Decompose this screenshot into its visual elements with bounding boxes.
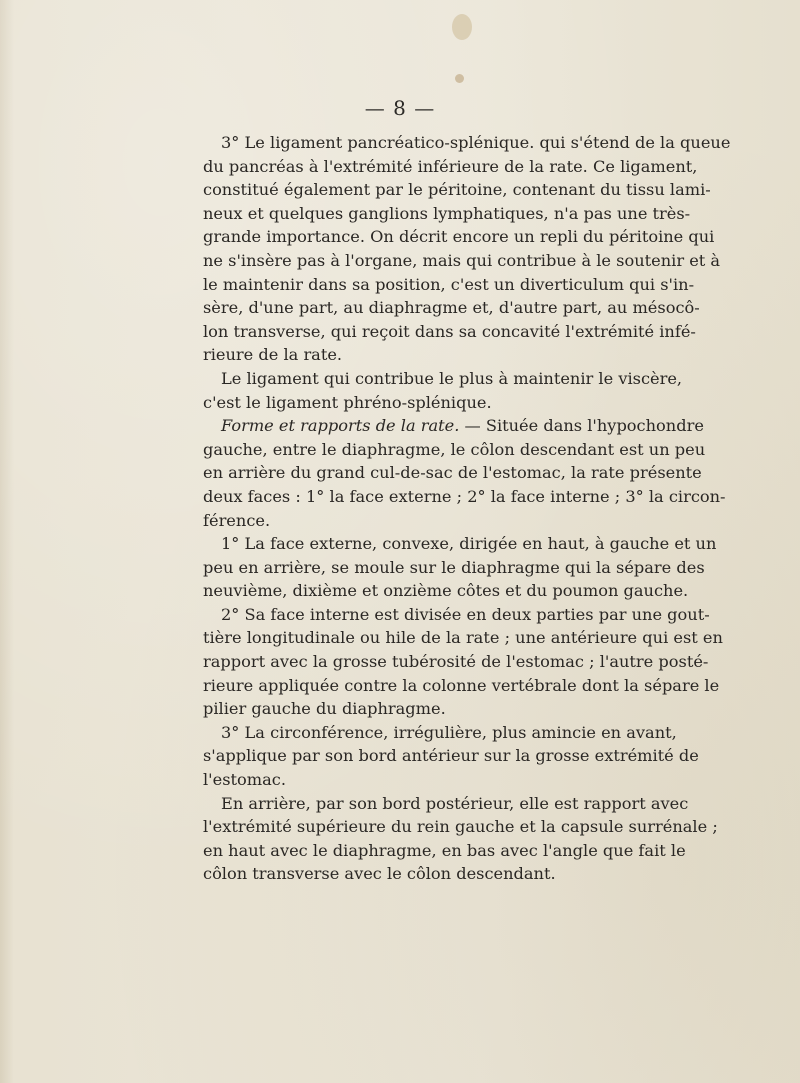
text-line: l'estomac.	[203, 770, 286, 790]
text-line: s'applique par son bord antérieur sur la grosse extrémité de	[203, 746, 699, 766]
text-line: neuvième, dixième et onzième côtes et du poumon gauche.	[203, 581, 689, 601]
text-line: férence.	[203, 510, 271, 530]
body-text	[203, 131, 731, 886]
paragraph-shape-and-relations	[203, 414, 726, 532]
text-line: rapport avec la grosse tubérosité de l'estomac ; l'autre posté-	[203, 652, 709, 672]
paragraph-pancreatico-splenic-ligament	[203, 131, 731, 367]
text-line: côlon transverse avec le côlon descendant.	[203, 864, 556, 884]
text-line: 3° La circonférence, irrégulière, plus amincie en avant,	[221, 722, 677, 742]
text-line: rieure appliquée contre la colonne vertébrale dont la sépare le	[203, 675, 720, 695]
paper-stain	[452, 14, 472, 40]
text-line: l'extrémité supérieure du rein gauche et la capsule surrénale ;	[203, 817, 718, 837]
text-line: Le ligament qui contribue le plus à maintenir le viscère,	[221, 368, 683, 388]
text-line: tière longitudinale ou hile de la rate ; une antérieure qui est en	[203, 628, 723, 648]
section-heading: Forme et rapports de la rate.	[221, 416, 460, 436]
text-line: 1° La face externe, convexe, dirigée en haut, à gauche et un	[221, 534, 717, 554]
paragraph-internal-face	[203, 603, 723, 721]
paper-stain	[455, 74, 464, 83]
text-line	[203, 414, 704, 438]
text-line: sère, d'une part, au diaphragme et, d'autre part, au mésocô-	[203, 298, 700, 318]
paragraph-external-face	[203, 532, 717, 603]
text-line: du pancréas à l'extrémité inférieure de la rate. Ce ligament,	[203, 156, 698, 176]
text-line: en haut avec le diaphragme, en bas avec l'angle que fait le	[203, 840, 686, 860]
text-line: peu en arrière, se moule sur le diaphragme qui la sépare des	[203, 557, 705, 577]
text-line: 3° Le ligament pancréatico-splénique. qui s'étend de la queue	[221, 133, 731, 152]
text-line: c'est le ligament phréno-splénique.	[203, 392, 492, 412]
text-line: 2° Sa face interne est divisée en deux parties par une gout-	[221, 604, 710, 624]
text-line: grande importance. On décrit encore un repli du péritoine qui	[203, 227, 715, 247]
paragraph-circumference	[203, 721, 699, 792]
page-number: — 8 —	[364, 96, 436, 120]
text-line: lon transverse, qui reçoit dans sa concavité l'extrémité infé-	[203, 321, 696, 341]
text-line: ne s'insère pas à l'organe, mais qui contribue à le soutenir et à	[203, 250, 721, 270]
text-line: gauche, entre le diaphragme, le côlon descendant est un peu	[203, 439, 706, 459]
text-line: en arrière du grand cul-de-sac de l'estomac, la rate présente	[203, 463, 702, 483]
text-line: pilier gauche du diaphragme.	[203, 699, 446, 719]
text-line: rieure de la rate.	[203, 345, 343, 365]
text-line: deux faces : 1° la face externe ; 2° la face interne ; 3° la circon-	[203, 486, 726, 506]
text-fragment: — Située dans l'hypochondre	[459, 416, 704, 436]
text-line: constitué également par le péritoine, contenant du tissu lami-	[203, 180, 711, 200]
text-line: neux et quelques ganglions lymphatiques, n'a pas une très-	[203, 203, 691, 223]
text-line: En arrière, par son bord postérieur, elle est rapport avec	[221, 793, 689, 813]
paragraph-posterior-border	[203, 792, 718, 886]
text-line: le maintenir dans sa position, c'est un diverticulum qui s'in-	[203, 274, 695, 294]
paragraph-phreno-splenic-ligament	[203, 367, 683, 414]
